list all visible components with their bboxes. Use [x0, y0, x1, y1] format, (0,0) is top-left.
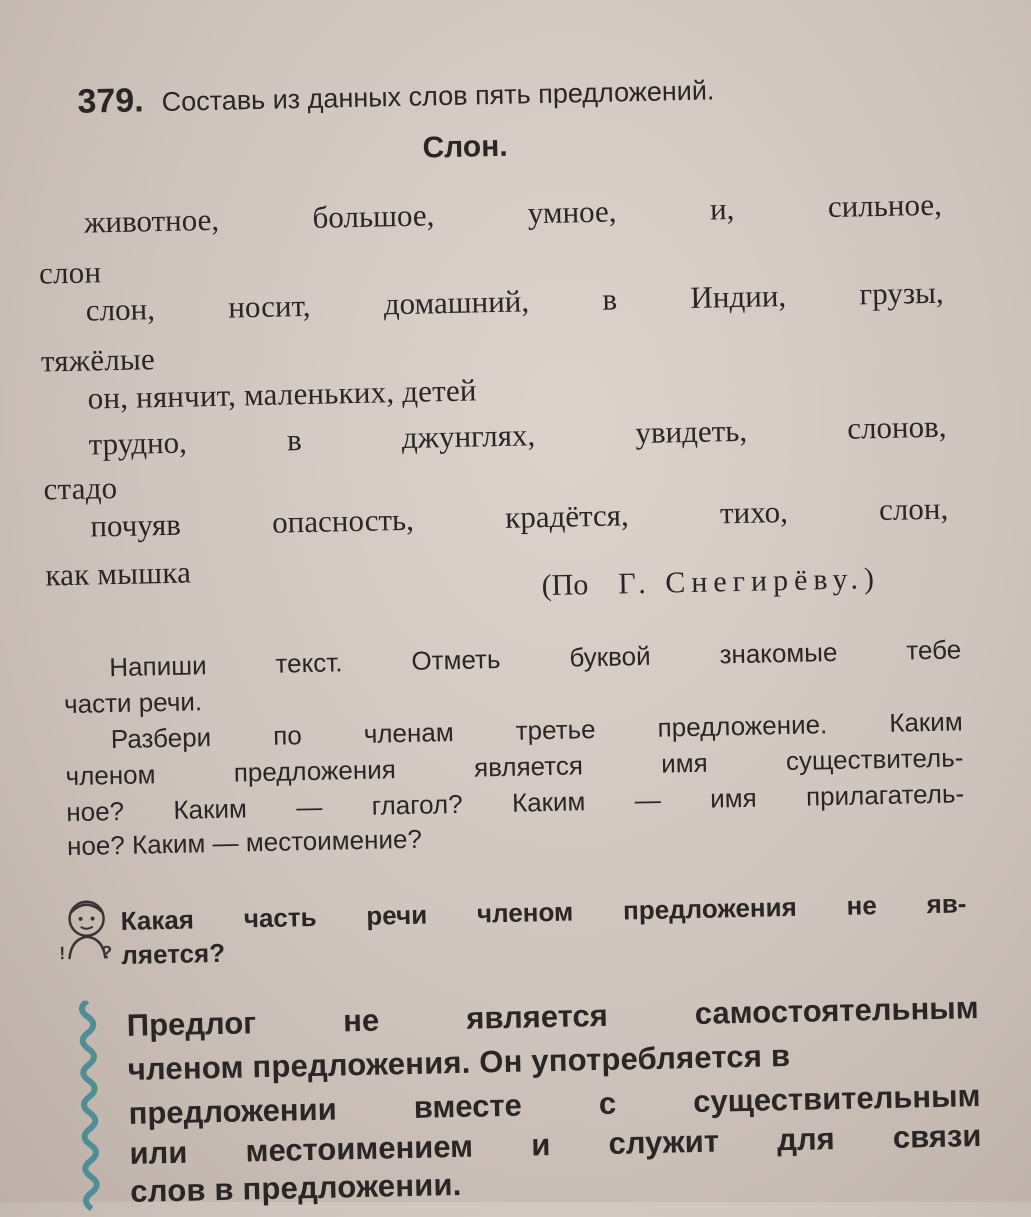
- exercise-title: Слон.: [422, 129, 508, 165]
- word: слон,: [878, 490, 949, 528]
- word: Индии,: [690, 277, 787, 315]
- word: предложении: [128, 1091, 338, 1131]
- word: —: [634, 784, 662, 816]
- word: для: [776, 1121, 836, 1158]
- word: имя: [660, 747, 709, 779]
- word: прилагатель-: [805, 778, 965, 812]
- word: опасность,: [271, 501, 415, 540]
- attribution-name: Г. Снегирёву.): [618, 562, 881, 601]
- word: вместе: [413, 1087, 523, 1125]
- word: яв-: [926, 888, 967, 920]
- rule-line-5: слов в предложении.: [129, 1166, 462, 1209]
- word-group-1: [84, 187, 943, 241]
- word-group-4-tail: стадо: [43, 469, 118, 507]
- word: или: [129, 1134, 188, 1171]
- word-group-4: [88, 409, 947, 463]
- rule-line-2: членом предложения. Он употребляется в: [127, 1038, 791, 1087]
- word: третье: [515, 714, 596, 746]
- svg-text:!: !: [59, 943, 66, 964]
- word: большое,: [312, 197, 435, 235]
- word: не: [342, 1002, 380, 1039]
- task-number: 379.: [77, 81, 145, 121]
- word: Каким: [173, 793, 248, 825]
- word: предложения: [233, 754, 397, 788]
- word: увидеть,: [635, 412, 748, 451]
- word-group-1-tail: слон: [38, 254, 102, 291]
- instruction-line-5: ное? Каким — местоимение?: [66, 823, 423, 862]
- word: слон,: [85, 291, 156, 328]
- word: по: [272, 720, 303, 751]
- word: Каким: [888, 706, 963, 738]
- word: Отметь: [411, 644, 501, 676]
- word: и: [530, 1127, 551, 1163]
- word: часть: [243, 901, 317, 934]
- word: самостоятельным: [694, 990, 979, 1032]
- word: местоимением: [245, 1128, 474, 1169]
- word: служит: [608, 1123, 720, 1161]
- word: Какая: [120, 904, 195, 937]
- word: глагол?: [371, 788, 463, 821]
- word: членам: [363, 717, 454, 749]
- word: предложение.: [657, 709, 828, 743]
- question-line-2: ляется?: [121, 937, 226, 971]
- word: носит,: [227, 287, 311, 325]
- instruction-line-1: [109, 634, 961, 683]
- word: сильное,: [827, 186, 943, 225]
- word: буквой: [569, 640, 651, 673]
- word: слонов,: [846, 408, 947, 446]
- word: является: [473, 750, 584, 783]
- word: является: [465, 997, 609, 1036]
- word: не: [846, 890, 878, 921]
- word: —: [295, 791, 323, 823]
- word-group-3: он, нянчит, маленьких, детей: [87, 372, 477, 416]
- task-instruction: Составь из данных слов пять предложений.: [161, 75, 715, 117]
- word: Напиши: [109, 650, 207, 683]
- word: в: [286, 422, 302, 458]
- word-group-5: [90, 491, 949, 545]
- word: в: [602, 281, 618, 317]
- wavy-border-icon: [72, 1000, 106, 1216]
- word: знакомые: [719, 636, 838, 670]
- attribution-open: (По: [541, 568, 589, 603]
- word: тихо,: [719, 493, 789, 531]
- word: Предлог: [126, 1005, 257, 1043]
- svg-text:?: ?: [101, 942, 113, 963]
- word: животное,: [83, 201, 220, 240]
- question-line-1: [120, 888, 966, 937]
- word: с: [598, 1085, 617, 1122]
- rule-line-1: [126, 990, 979, 1044]
- word: трудно,: [88, 424, 188, 462]
- task-header: [77, 69, 715, 121]
- attribution: [541, 562, 880, 603]
- thinking-child-icon: [56, 896, 117, 963]
- word: ное?: [66, 795, 125, 828]
- word: членом: [65, 759, 156, 792]
- word: почуяв: [89, 506, 182, 544]
- word: джунглях,: [401, 417, 536, 456]
- word: грузы,: [859, 274, 944, 312]
- word: умное,: [527, 193, 617, 231]
- word: существительным: [692, 1078, 981, 1120]
- word: и,: [709, 191, 735, 227]
- word: текст.: [275, 647, 343, 679]
- word: домашний,: [383, 283, 530, 322]
- word: связи: [892, 1118, 982, 1155]
- word: Разбери: [110, 722, 212, 755]
- word-group-2: [85, 275, 944, 329]
- word: крадётся,: [504, 497, 630, 535]
- word: тебе: [905, 634, 962, 666]
- word: речи: [366, 899, 428, 931]
- word: предложения: [622, 891, 798, 926]
- word-group-5-tail: как мышка: [45, 554, 192, 593]
- word: имя: [709, 782, 757, 814]
- instruction-line-1-tail: части речи.: [63, 686, 203, 720]
- word-group-2-tail: тяжёлые: [40, 341, 156, 379]
- word: существитель-: [785, 742, 964, 777]
- word: членом: [476, 896, 574, 929]
- word: Каким: [511, 786, 586, 818]
